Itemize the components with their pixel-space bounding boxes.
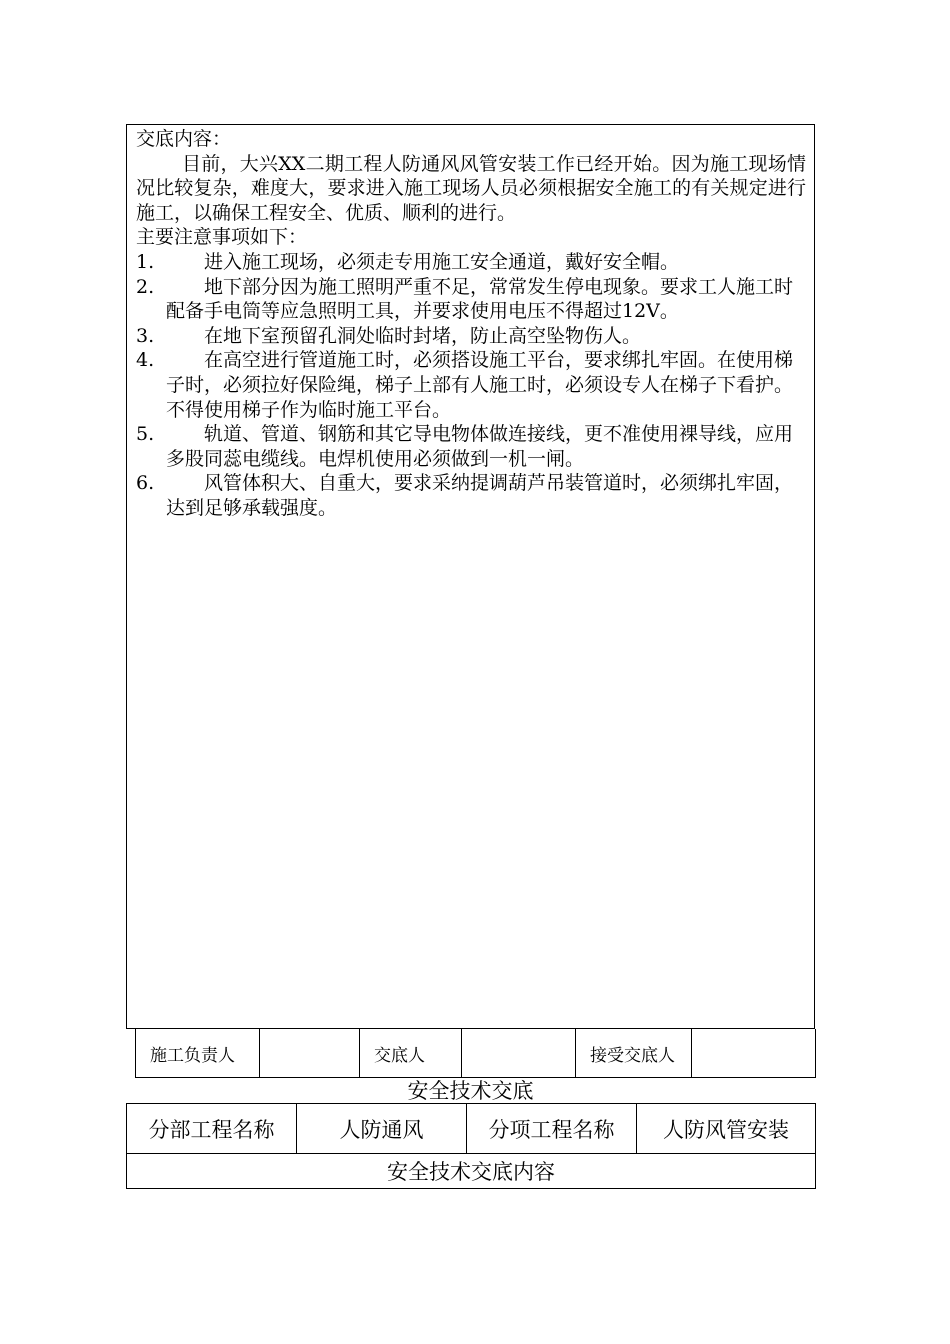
list-item: [136, 471, 806, 520]
item-text: 地下部分因为施工照明严重不足，常常发生停电现象。要求工人施工时配备手电筒等应急照明工具，并要求使用电压不得超过12V。: [166, 275, 794, 323]
notes-title: 主要注意事项如下：: [136, 226, 308, 249]
subdivision-value: 人防风管安装: [637, 1104, 816, 1154]
list-item: [136, 275, 806, 324]
item-number: 6.: [136, 472, 155, 495]
item-number: 4.: [136, 349, 155, 372]
discloser-label: 交底人: [360, 1029, 462, 1078]
signature-row: [136, 1029, 816, 1078]
receiver-label: 接受交底人: [576, 1029, 692, 1078]
subdivision-label: 分项工程名称: [467, 1104, 637, 1154]
construction-lead-signature-cell[interactable]: [260, 1029, 360, 1078]
division-label: 分部工程名称: [127, 1104, 297, 1154]
content-label: 安全技术交底内容: [127, 1154, 816, 1189]
list-item: [136, 324, 806, 349]
disclosure-content: [136, 127, 806, 521]
content-heading: 交底内容：: [136, 128, 232, 150]
form-title: 安全技术交底: [407, 1079, 534, 1103]
notes-list: [136, 250, 806, 521]
item-text: 轨道、管道、钢筋和其它导电物体做连接线，更不准使用裸导线，应用多股同蕊电缆线。电焊机使用必须做到一机一闸。: [166, 423, 794, 470]
receiver-signature-cell[interactable]: [692, 1029, 816, 1078]
list-item: [136, 422, 806, 471]
content-label-row: [127, 1154, 816, 1189]
item-text: 进入施工现场，必须走专用施工安全通道，戴好安全帽。: [204, 250, 680, 273]
item-number: 5.: [136, 423, 155, 446]
item-number: 3.: [136, 324, 155, 347]
intro-paragraph: 目前，大兴XX二期工程人防通风风管安装工作已经开始。因为施工现场情况比较复杂，难度大，要求进入施工现场人员必须根据安全施工的有关规定进行施工，以确保工程安全、优质、顺利的进行。: [136, 152, 806, 224]
discloser-signature-cell[interactable]: [462, 1029, 576, 1078]
list-item: [136, 250, 806, 275]
item-number: 2.: [136, 275, 155, 298]
signature-table: [135, 1029, 816, 1078]
list-item: [136, 348, 806, 422]
disclosure-content-box: [126, 124, 815, 1029]
item-text: 在高空进行管道施工时，必须搭设施工平台，要求绑扎牢固。在使用梯子时，必须拉好保险绳，梯子上部有人施工时，必须设专人在梯子下看护。不得使用梯子作为临时施工平台。: [166, 349, 794, 421]
item-number: 1.: [136, 250, 155, 273]
project-info-row: [127, 1104, 816, 1154]
item-text: 在地下室预留孔洞处临时封堵，防止高空坠物伤人。: [204, 324, 642, 347]
item-text: 风管体积大、自重大，要求采纳提调葫芦吊装管道时，必须绑扎牢固，达到足够承载强度。: [166, 472, 794, 519]
division-value: 人防通风: [297, 1104, 467, 1154]
construction-lead-label: 施工负责人: [136, 1029, 260, 1078]
project-info-table: [126, 1103, 816, 1189]
